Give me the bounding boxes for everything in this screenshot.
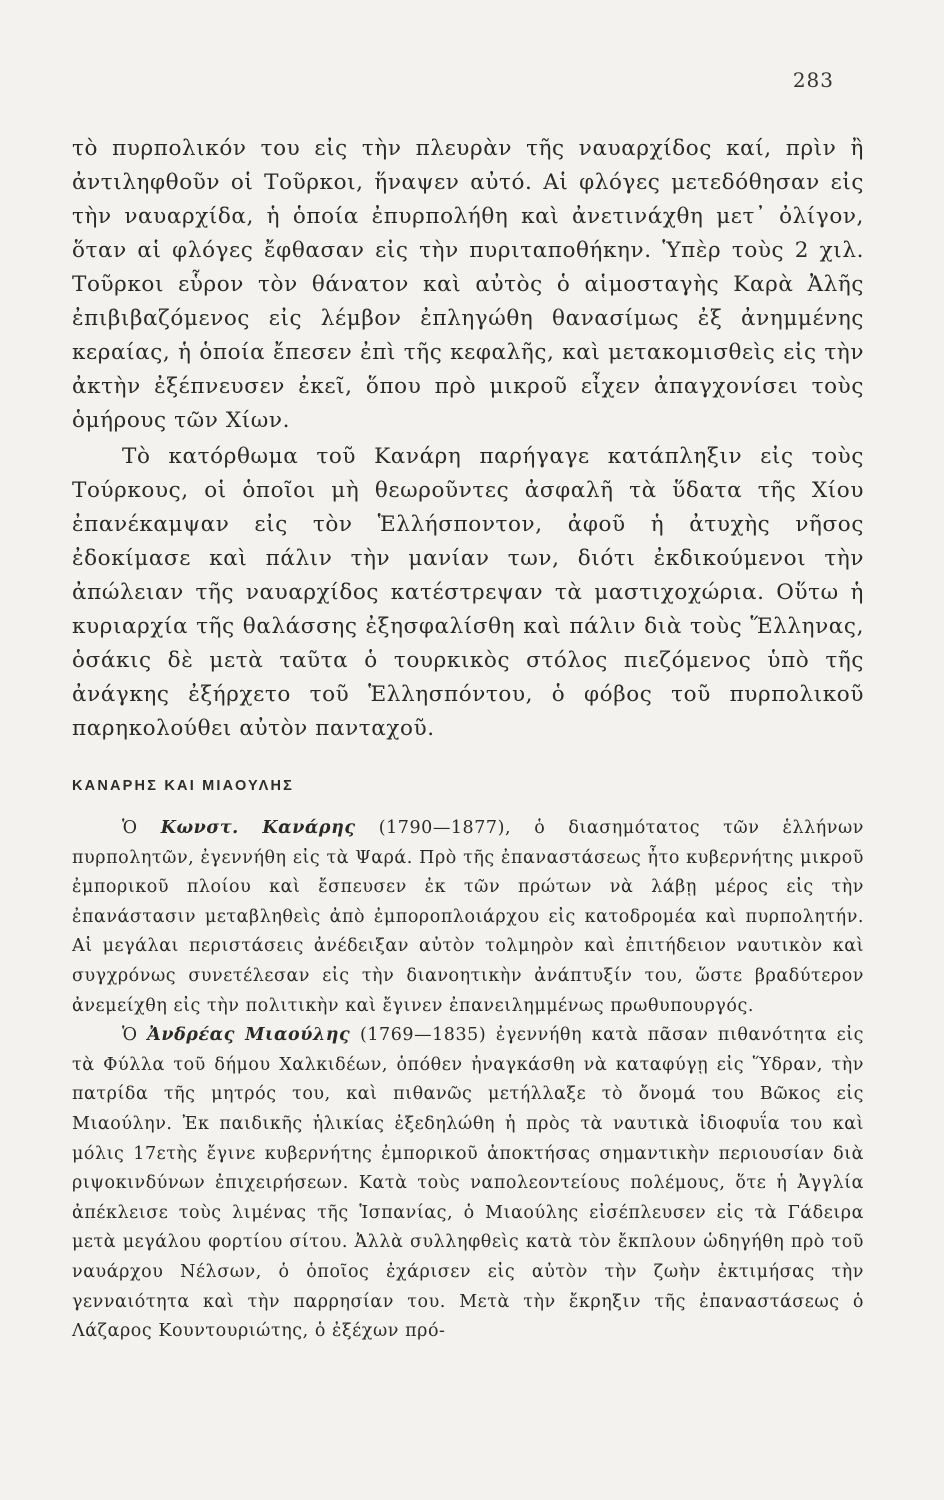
bio-kanaris <box>72 814 864 1021</box>
main-text <box>72 132 864 746</box>
page-number: 283 <box>792 68 834 92</box>
bio-miaoulis-article: Ὁ <box>122 1025 138 1046</box>
bio-kanaris-name: Κωνστ. Κανάρης <box>160 818 356 838</box>
bio-miaoulis-text: (1769—1835) ἐγεννήθη κατὰ πᾶσαν πιθανότητα εἰς τὰ Φύλλα τοῦ δήμου Χαλκιδέων, ὁπόθεν ἠναγκάσθη νὰ καταφύγῃ εἰς Ὕδραν, τὴν πατρίδα τῆς μητρός του, καὶ πιθανῶς μετήλλαξε τὸ ὄνομά του Βῶκος εἰς Μιαούλην. Ἐκ παιδικῆς ἡλικίας ἐξεδηλώθη ἡ πρὸς τὰ ναυτικὰ ἰδιοφυΐα του καὶ μόλις 17ετὴς ἔγινε κυβερνήτης ἐμπορικοῦ ἀποκτήσας σημαντικὴν περιουσίαν διὰ ριψοκινδύνων ἐπιχειρήσεων. Κατὰ τοὺς ναπολεοντείους πολέμους, ὅτε ἡ Ἀγγλία ἀπέκλεισε τοὺς λιμένας τῆς Ἱσπανίας, ὁ Μιαούλης εἰσέπλευσεν εἰς τὰ Γάδειρα μετὰ μεγάλου φορτίου σίτου. Ἀλλὰ συλληφθεὶς κατὰ τὸν ἔκπλουν ὡδηγήθη πρὸ τοῦ ναυάρχου Νέλσων, ὁ ὁποῖος ἐχάρισεν εἰς αὐτὸν τὴν ζωὴν ἐκτιμήσας τὴν γενναιότητα καὶ τὴν παρρησίαν του. Μετὰ τὴν ἔκρηξιν τῆς ἐπαναστάσεως ὁ Λάζαρος Κουντουριώτης, ὁ ἐξέχων πρό- <box>72 1025 864 1342</box>
bio-miaoulis-name: Ἀνδρέας Μιαούλης <box>147 1025 351 1046</box>
bio-kanaris-article: Ὁ <box>122 818 138 838</box>
bio-kanaris-text: (1790—1877), ὁ διασημότατος τῶν ἑλλήνων πυρπολητῶν, ἐγεννήθη εἰς τὰ Ψαρά. Πρὸ τῆς ἐπαναστάσεως ἦτο κυβερνήτης μικροῦ ἐμπορικοῦ πλοίου καὶ ἔσπευσεν ἐκ τῶν πρώτων νὰ λάβῃ μέρος εἰς τὴν ἐπανάστασιν μεταβληθεὶς ἀπὸ ἐμποροπλοιάρχου εἰς κατοδρομέα καὶ πυρπολητήν. Αἱ μεγάλαι περιστάσεις ἀνέδειξαν αὐτὸν τολμηρὸν καὶ ἐπιτήδειον ναυτικὸν καὶ συγχρόνως συνετέλεσαν εἰς τὴν διανοητικὴν ἀνάπτυξίν του, ὥστε βραδύτερον ἀνεμείχθη εἰς τὴν πολιτικὴν καὶ ἔγινεν ἐπανειλημμένως πρωθυπουργός. <box>72 818 864 1016</box>
bio-miaoulis <box>72 1021 864 1347</box>
biographies <box>72 814 864 1347</box>
paragraph-aftermath: Τὸ κατόρθωμα τοῦ Κανάρη παρήγαγε κατάπληξιν εἰς τοὺς Τούρκους, οἱ ὁποῖοι μὴ θεωροῦντες ἀσφαλῆ τὰ ὕδατα τῆς Χίου ἐπανέκαμψαν εἰς τὸν Ἑλλήσποντον, ἀφοῦ ἡ ἀτυχὴς νῆσος ἐδοκίμασε καὶ πάλιν τὴν μανίαν των, διότι ἐκδικούμενοι τὴν ἀπώλειαν τῆς ναυαρχίδος κατέστρεψαν τὰ μαστιχοχώρια. Οὕτω ἡ κυριαρχία τῆς θαλάσσης ἐξησφαλίσθη καὶ πάλιν διὰ τοὺς Ἕλληνας, ὁσάκις δὲ μετὰ ταῦτα ὁ τουρκικὸς στόλος πιεζόμενος ὑπὸ τῆς ἀνάγκης ἐξήρχετο τοῦ Ἑλλησπόντου, ὁ φόβος τοῦ πυρπολικοῦ παρηκολούθει αὐτὸν πανταχοῦ. <box>72 444 864 741</box>
paragraph-fire-ship-attack: τὸ πυρπολικόν του εἰς τὴν πλευρὰν τῆς ναυαρχίδος καί, πρὶν ἢ ἀντιληφθοῦν οἱ Τοῦρκοι, ἥναψεν αὐτό. Αἱ φλόγες μετεδόθησαν εἰς τὴν ναυαρχίδα, ἡ ὁποία ἐπυρπολήθη καὶ ἀνετινάχθη μετ᾽ ὀλίγον, ὅταν αἱ φλόγες ἔφθασαν εἰς τὴν πυριταποθήκην. Ὑπὲρ τοὺς 2 χιλ. Τοῦρκοι εὗρον τὸν θάνατον καὶ αὐτὸς ὁ αἱμοσταγὴς Καρὰ Ἀλῆς ἐπιβιβαζόμενος εἰς λέμβον ἐπληγώθη θανασίμως ἐξ ἀνημμένης κεραίας, ἡ ὁποία ἔπεσεν ἐπὶ τῆς κεφαλῆς, καὶ μετακομισθεὶς εἰς τὴν ἀκτὴν ἐξέπνευσεν ἐκεῖ, ὅπου πρὸ μικροῦ εἶχεν ἀπαγχονίσει τοὺς ὁμήρους τῶν Χίων. <box>72 136 864 433</box>
section-heading: ΚΑΝΑΡΗΣ ΚΑΙ ΜΙΑΟΥΛΗΣ <box>72 778 295 794</box>
